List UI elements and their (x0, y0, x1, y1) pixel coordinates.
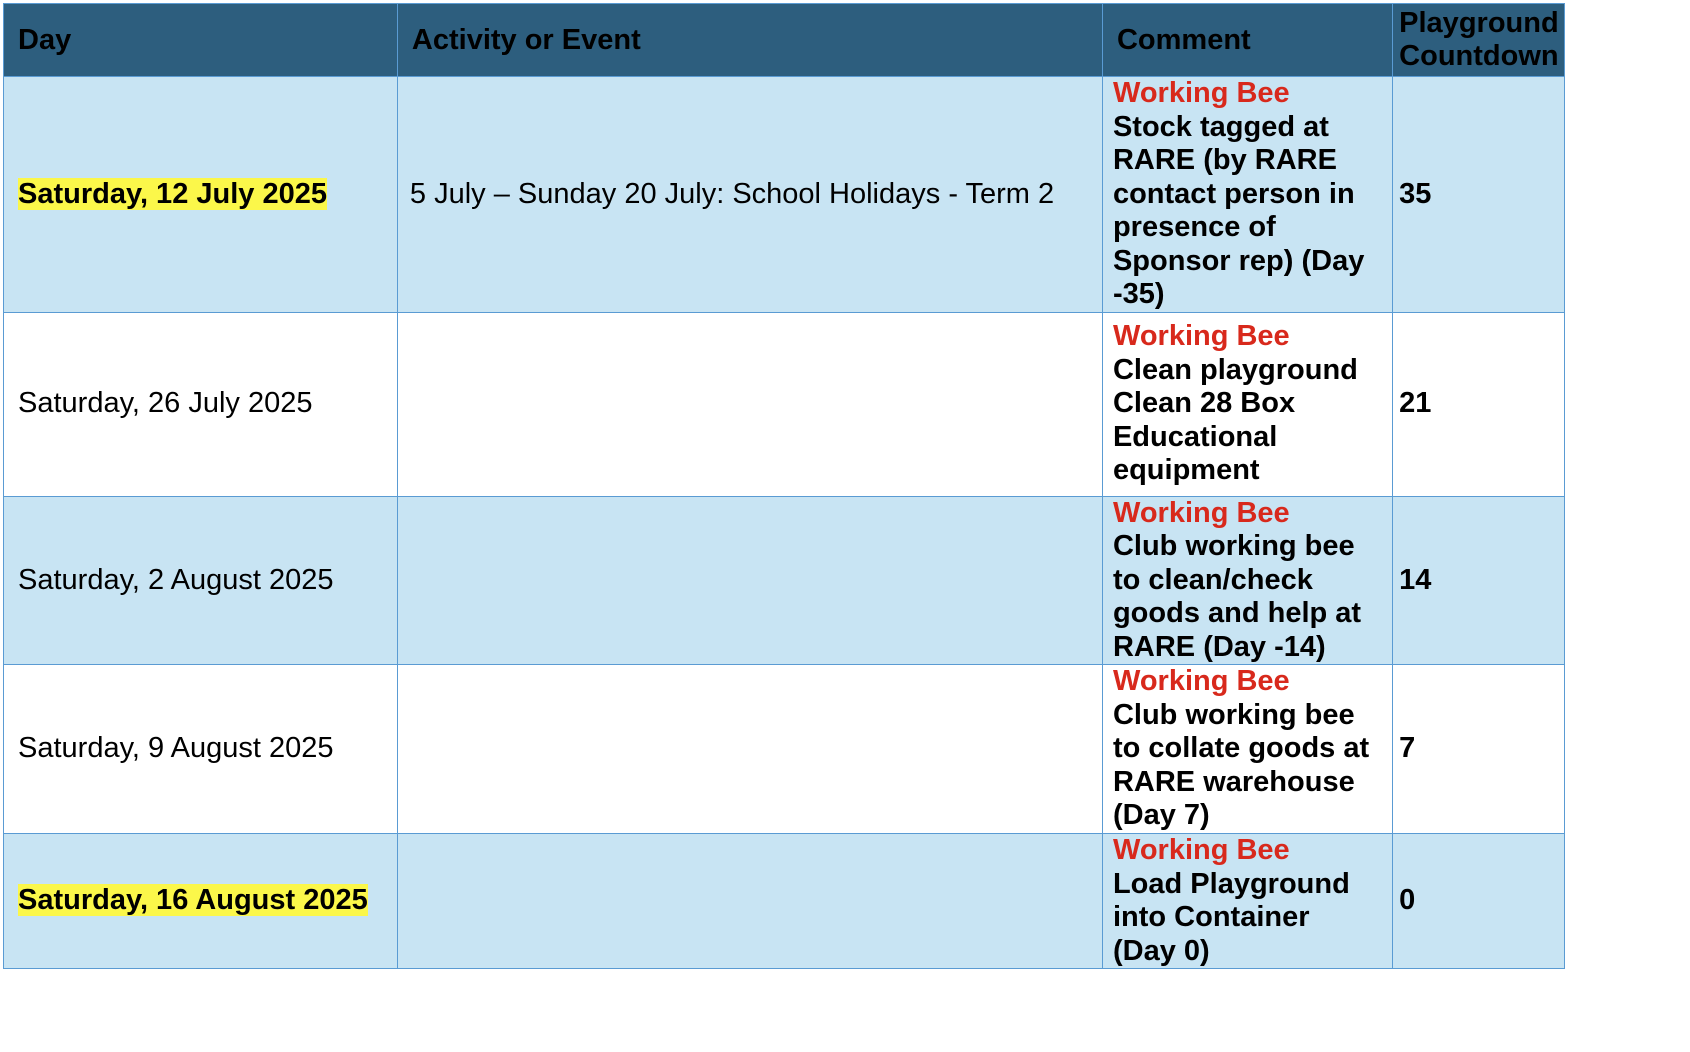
day-text: Saturday, 26 July 2025 (18, 387, 313, 420)
comment-cell (1102, 665, 1392, 834)
table-body (4, 77, 1565, 969)
working-bee-tag: Working Bee (1112, 665, 1290, 698)
comment-text: Club working bee to clean/check goods and help at RARE (Day -14) (1112, 530, 1362, 663)
comment-cell (1102, 312, 1392, 496)
countdown-cell: 14 (1393, 496, 1565, 665)
day-cell (4, 77, 398, 313)
activity-cell: 5 July – Sunday 20 July: School Holidays - Term 2 (397, 77, 1102, 313)
header-countdown-text: Playground Countdown (1399, 7, 1559, 72)
header-day: Day (4, 4, 398, 77)
activity-cell (397, 834, 1102, 969)
day-cell (4, 496, 398, 665)
comment-text: Stock tagged at RARE (by RARE contact person in presence of Sponsor rep) (Day -35) (1112, 110, 1365, 310)
comment-text: Club working bee to collate goods at RARE warehouse (Day 7) (1112, 698, 1370, 832)
highlighted-day-text: Saturday, 12 July 2025 (18, 177, 327, 210)
day-cell (4, 665, 398, 834)
day-cell (4, 312, 398, 496)
schedule-table (3, 3, 1565, 969)
table-row (4, 496, 1565, 665)
comment-cell (1102, 496, 1392, 665)
header-activity: Activity or Event (397, 4, 1102, 77)
countdown-cell: 35 (1393, 77, 1565, 313)
working-bee-tag: Working Bee (1112, 320, 1290, 353)
countdown-cell: 0 (1393, 834, 1565, 969)
comment-text: Clean playground Clean 28 Box Educational equipment (1112, 353, 1358, 487)
working-bee-tag: Working Bee (1112, 77, 1290, 109)
countdown-cell: 7 (1393, 665, 1565, 834)
activity-cell (397, 496, 1102, 665)
working-bee-tag: Working Bee (1112, 834, 1290, 866)
comment-cell (1102, 77, 1392, 313)
table-row (4, 665, 1565, 834)
highlighted-day-text: Saturday, 16 August 2025 (18, 884, 368, 917)
countdown-cell: 21 (1393, 312, 1565, 496)
header-row (4, 4, 1565, 77)
table-row (4, 77, 1565, 313)
header-comment: Comment (1102, 4, 1392, 77)
day-text: Saturday, 2 August 2025 (18, 563, 334, 596)
comment-cell (1102, 834, 1392, 969)
day-text: Saturday, 9 August 2025 (18, 732, 334, 765)
activity-cell (397, 665, 1102, 834)
working-bee-tag: Working Bee (1112, 496, 1290, 529)
table-row (4, 834, 1565, 969)
comment-text: Load Playground into Container (Day 0) (1112, 867, 1350, 967)
header-countdown (1393, 4, 1565, 77)
day-cell (4, 834, 398, 969)
table-row (4, 312, 1565, 496)
activity-cell (397, 312, 1102, 496)
table-header (4, 4, 1565, 77)
